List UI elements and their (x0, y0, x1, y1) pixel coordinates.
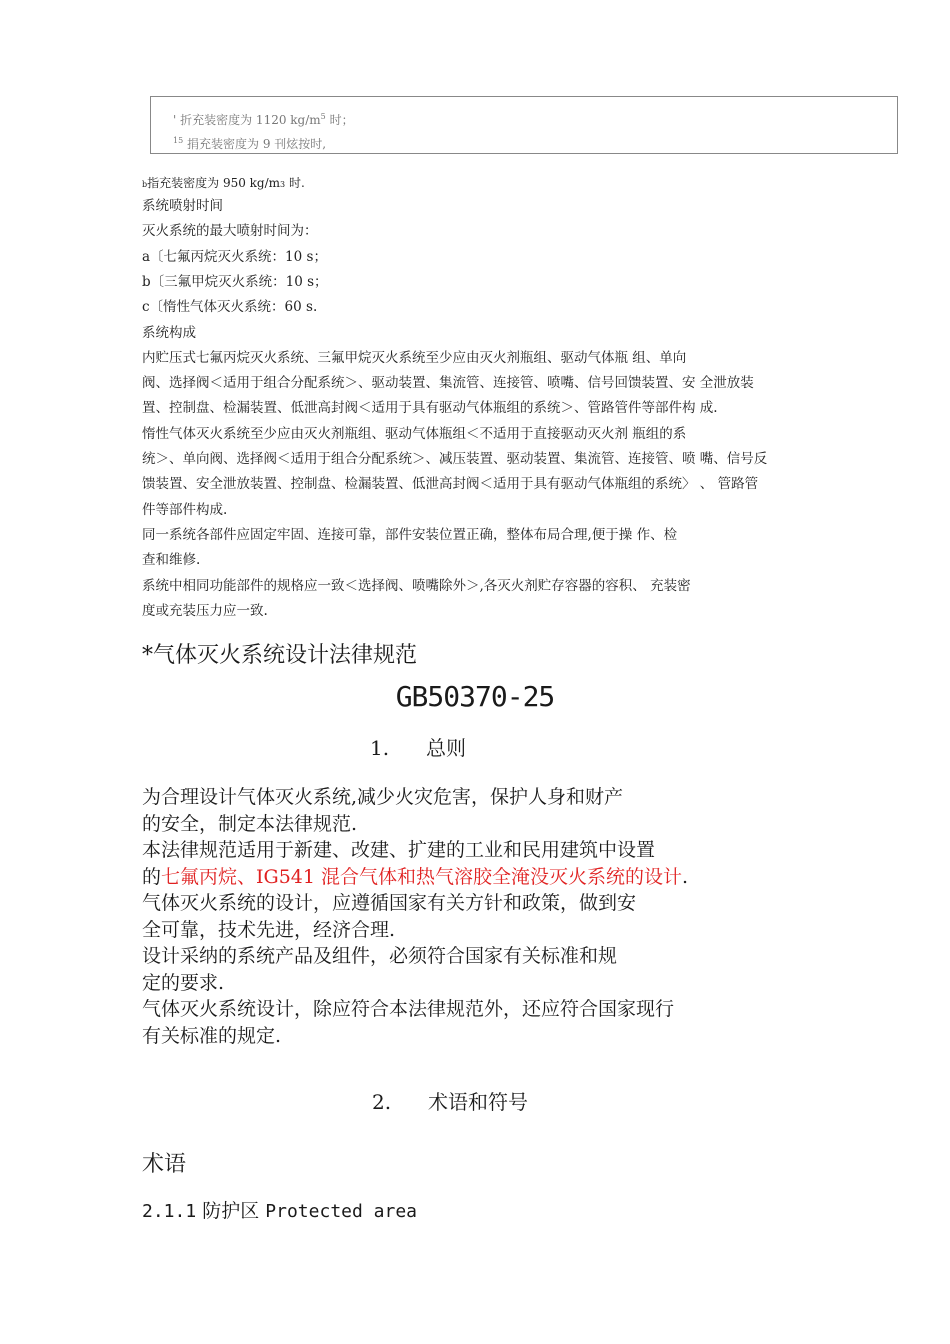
footnote-box (150, 96, 898, 154)
body-line: 定的要求. (142, 971, 225, 994)
term-number: 2.1.1 (142, 1201, 197, 1222)
section-2-heading (372, 1086, 528, 1115)
terms-heading: 术语 (142, 1152, 187, 1177)
density-text: 指充装密度为 950 kg/m (147, 176, 281, 190)
section-2-title: 术语和符号 (428, 1090, 528, 1114)
footnote-1-superscript: 5 (320, 112, 326, 121)
description-line: 内贮压式七氟丙烷灭火系统、三氟甲烷灭火系统至少应由灭火剂瓶组、驱动气体瓶 组、单向 (142, 349, 687, 366)
description-line: 灭火系统的最大喷射时间为： (142, 223, 318, 240)
body-line: 本法律规范适用于新建、改建、扩建的工业和民用建筑中设置 (142, 839, 656, 861)
term-entry (142, 1196, 417, 1223)
description-line: 系统中相同功能部件的规格应一致＜选择阀、喷嘴除外＞,各灭火剂贮存容器的容积、 充装密 (142, 577, 691, 594)
description-line: b〔三氟甲烷灭火系统：10 s； (142, 273, 328, 290)
density-prefix: b (142, 180, 148, 189)
document-title: *气体灭火系统设计法律规范 (142, 643, 418, 668)
term-english: Protected area (265, 1201, 418, 1222)
density-subscript: 3 (280, 180, 286, 189)
section-1-heading (370, 732, 466, 761)
body-line: 设计采纳的系统产品及组件，必须符合国家有关标准和规 (142, 945, 618, 967)
density-end: 时. (285, 176, 305, 190)
section-1-title: 总则 (426, 736, 466, 760)
footnote-2-text: 捐充装密度为 9 刊炫按时, (183, 137, 327, 151)
description-line: 馈装置、安全泄放装置、控制盘、检漏装置、低泄高封阀＜适用于具有驱动气体瓶组的系统〉 、 管路管 (142, 476, 759, 493)
description-line: 置、控制盘、检漏装置、低泄高封阀＜适用于具有驱动气体瓶组的系统＞、管路管件等部件构 成. (142, 400, 718, 417)
description-line: a〔七氟丙烷灭火系统：10 s； (142, 248, 327, 265)
highlight-prefix: 的 (142, 865, 162, 888)
description-line: 系统喷射时间 (142, 198, 223, 214)
description-line: 同一系统各部件应固定牢固、连接可靠，部件安装位置正确，整体布局合理,便于操 作、检 (142, 526, 678, 543)
document-code: GB50370-25 (395, 680, 555, 713)
description-line: 惰性气体灭火系统至少应由灭火剂瓶组、驱动气体瓶组＜不适用于直接驱动灭火剂 瓶组的系 (142, 425, 687, 442)
section-1-number: 1. (370, 736, 390, 760)
footnote-line-2 (173, 135, 326, 152)
footnote-1-text: ' 折充装密度为 1120 kg/m (173, 113, 321, 127)
highlight-end: . (682, 865, 689, 888)
body-line-highlight (142, 864, 688, 891)
body-line: 为合理设计气体灭火系统,减少火灾危害，保护人身和财产 (142, 786, 624, 808)
footnote-line-1 (173, 111, 354, 128)
footnote-1-end: 时； (325, 113, 354, 127)
description-line: 系统构成 (142, 324, 196, 341)
section-2-number: 2. (372, 1090, 392, 1114)
body-line: 的安全，制定本法律规范. (142, 812, 358, 835)
footnote-2-superscript: 15 (173, 136, 184, 145)
term-chinese: 防护区 (202, 1200, 260, 1222)
highlight-text: 七氟丙烷、IG541 混合气体和热气溶胶全淹没灭火系统的设计 (161, 865, 683, 888)
body-line: 有关标准的规定. (142, 1024, 282, 1047)
body-line: 气体灭火系统设计，除应符合本法律规范外，还应符合国家现行 (142, 998, 675, 1020)
body-line: 全可靠，技术先进，经济合理. (142, 918, 396, 941)
description-line: 阀、选择阀＜适用于组合分配系统＞、驱动装置、集流管、连接管、喷嘴、信号回馈装置、安 全泄放装 (142, 375, 754, 392)
description-line: c〔惰性气体灭火系统：60 s. (142, 299, 318, 316)
body-line: 气体灭火系统的设计，应遵循国家有关方针和政策，做到安 (142, 892, 637, 914)
description-line: 件等部件构成. (142, 501, 228, 518)
description-line: 统＞、单向阀、选择阀＜适用于组合分配系统＞、减压装置、驱动装置、集流管、连接管、喷 嘴、信号反 (142, 451, 768, 467)
description-line: 查和维修. (142, 552, 201, 569)
description-line: 度或充装压力应一致. (142, 602, 268, 619)
